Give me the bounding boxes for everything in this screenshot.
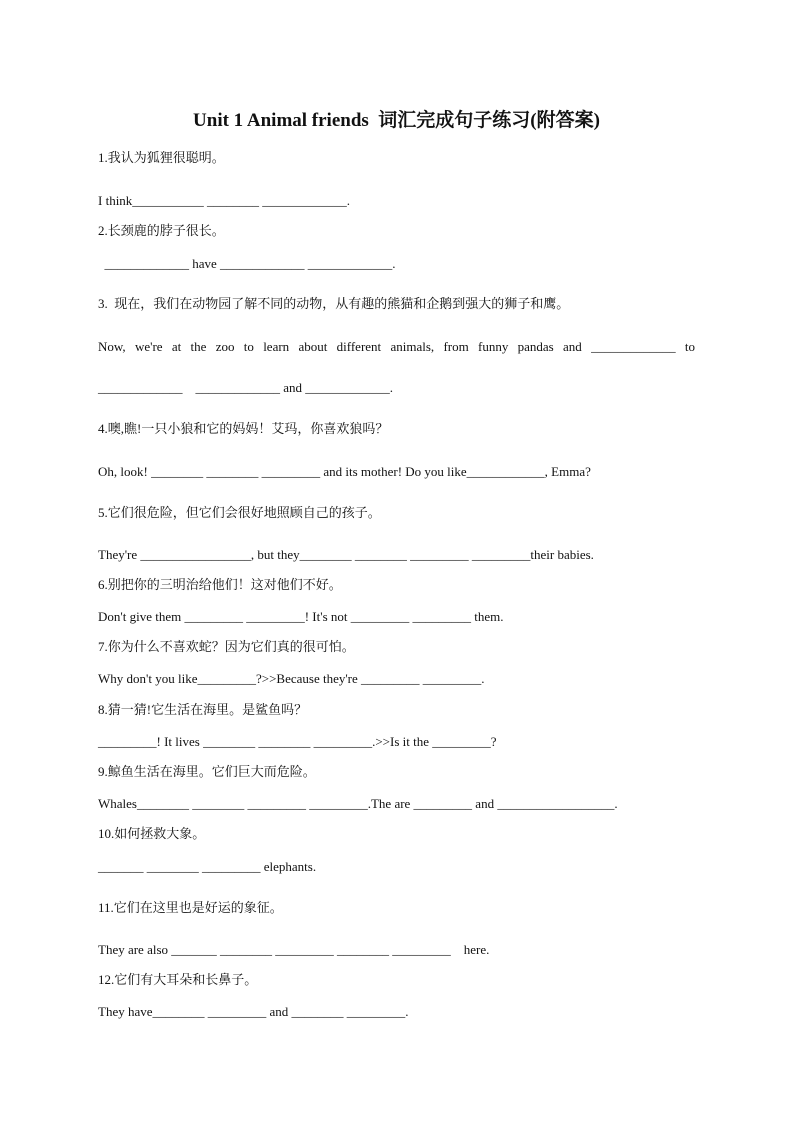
question-1-prompt: 1.我认为狐狸很聪明。 [98,150,225,165]
question-5-prompt: 5.它们很危险，但它们会很好地照顾自己的孩子。 [98,505,381,520]
question-9-prompt: 9.鲸鱼生活在海里。它们巨大而危险。 [98,764,316,779]
question-6-prompt: 6.别把你的三明治给他们！这对他们不好。 [98,577,342,592]
question-8-prompt: 8.猜一猜!它生活在海里。是鲨鱼吗？ [98,702,308,717]
question-10-prompt: 10.如何拯救大象。 [98,826,206,841]
question-12-prompt: 12.它们有大耳朵和长鼻子。 [98,972,258,987]
question-11-answer: They are also _______ ________ _________ ________ _________ here. [98,942,490,957]
question-9-answer: Whales________ ________ _________ _________.The are _________ and __________________. [98,796,618,811]
question-5-answer: They're _________________, but they________ ________ _________ _________their babies. [98,547,594,562]
question-7-prompt: 7.你为什么不喜欢蛇？因为它们真的很可怕。 [98,639,355,654]
question-10-answer: _______ ________ _________ elephants. [98,859,317,874]
question-1-answer: I think___________ ________ _____________. [98,193,351,208]
question-2-prompt: 2.长颈鹿的脖子很长。 [98,223,225,238]
question-6-answer: Don't give them _________ _________! It's not _________ _________ them. [98,609,504,624]
question-11-prompt: 11.它们在这里也是好运的象征。 [98,900,283,915]
question-3-answer-line-1: Now, we're at the zoo to learn about different animals, from funny pandas and _____________ to [98,339,695,354]
page-title: Unit 1 Animal friends 词汇完成句子练习(附答案) [193,110,600,131]
question-4-prompt: 4.噢,瞧!一只小狼和它的妈妈！艾玛，你喜欢狼吗？ [98,421,389,436]
question-4-answer: Oh, look! ________ ________ _________ and its mother! Do you like____________, Emma? [98,464,591,479]
question-3-answer-line-2: _____________ _____________ and _____________. [98,380,394,395]
question-12-answer: They have________ _________ and ________ _________. [98,1004,409,1019]
question-8-answer: _________! It lives ________ ________ _________.>>Is it the _________? [98,734,497,749]
question-3-prompt: 3. 现在，我们在动物园了解不同的动物，从有趣的熊猫和企鹅到强大的狮子和鹰。 [98,296,570,311]
question-7-answer: Why don't you like_________?>>Because they're _________ _________. [98,671,485,686]
question-2-answer: _____________ have _____________ _____________. [98,256,396,271]
